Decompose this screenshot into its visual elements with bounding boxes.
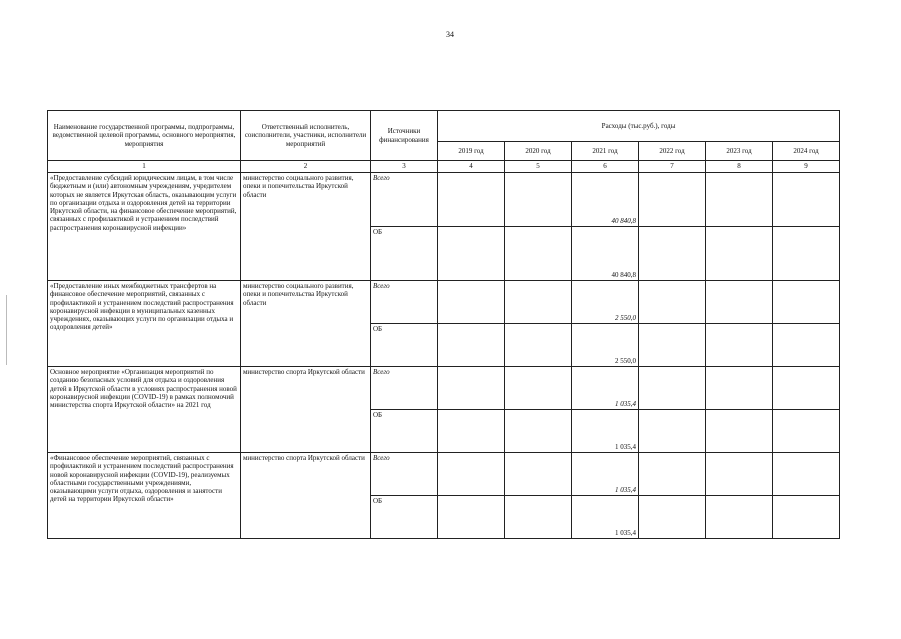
source-total-label: Всего xyxy=(371,173,438,227)
measure-executor: министерство спорта Иркутской области xyxy=(241,453,371,539)
header-executor: Ответственный исполнитель, соисполнители, участники, исполнители мероприятий xyxy=(241,111,371,161)
value-ob-2021: 40 840,8 xyxy=(572,227,639,281)
column-number: 9 xyxy=(773,161,840,173)
header-year: 2024 год xyxy=(773,142,840,161)
measure-name: «Предоставление иных межбюджетных трансфертов на финансовое обеспечение мероприятий, связанных с профилактикой и устранением последствий распространения коронавирусной инфекции в муниципальных казенных учреждениях, оказывающих услуги по организации отдыха и оздоровления детей» xyxy=(48,281,241,367)
value-cell xyxy=(505,496,572,539)
page-number: 34 xyxy=(446,30,454,39)
value-cell xyxy=(438,496,505,539)
value-cell xyxy=(505,410,572,453)
source-total-label: Всего xyxy=(371,453,438,496)
value-cell xyxy=(706,410,773,453)
header-year: 2022 год xyxy=(639,142,706,161)
source-ob-label: ОБ xyxy=(371,496,438,539)
value-total-2021: 1 035,4 xyxy=(572,367,639,410)
measure-name: «Предоставление субсидий юридическим лицам, в том числе бюджетным и (или) автономным учреждениям, учредителем которых не является Иркутская область, оказывающим услуги по организации отдыха и оздоровления детей на территории Иркутской области, на финансовое обеспечение мероприятий, связанных с профилактикой и устранением последствий распространения коронавирусной инфекции» xyxy=(48,173,241,281)
value-cell xyxy=(505,453,572,496)
value-cell xyxy=(773,324,840,367)
value-cell xyxy=(639,281,706,324)
value-cell xyxy=(773,453,840,496)
value-cell xyxy=(706,453,773,496)
header-expenses: Расходы (тыс.руб.), годы xyxy=(438,111,840,142)
value-cell xyxy=(639,410,706,453)
column-number: 8 xyxy=(706,161,773,173)
header-source: Источники финансирования xyxy=(371,111,438,161)
value-cell xyxy=(639,496,706,539)
column-number: 2 xyxy=(241,161,371,173)
value-cell xyxy=(438,281,505,324)
value-cell xyxy=(505,367,572,410)
value-cell xyxy=(639,367,706,410)
table-row xyxy=(48,281,840,324)
column-number: 6 xyxy=(572,161,639,173)
table-row xyxy=(48,367,840,410)
measure-executor: министерство социального развития, опеки и попечительства Иркутской области xyxy=(241,281,371,367)
value-cell xyxy=(706,324,773,367)
value-cell xyxy=(773,410,840,453)
measure-executor: министерство спорта Иркутской области xyxy=(241,367,371,453)
value-cell xyxy=(773,173,840,227)
value-cell xyxy=(773,496,840,539)
value-cell xyxy=(438,324,505,367)
value-cell xyxy=(438,453,505,496)
value-cell xyxy=(773,281,840,324)
budget-table xyxy=(47,110,840,539)
measure-name: «Финансовое обеспечение мероприятий, связанных с профилактикой и устранением последствий распространения новой коронавирусной инфекции (COVID-19), реализуемых областными государственными учреждениями, оказывающими услуги отдыха, оздоровления и занятости детей на территории Иркутской области» xyxy=(48,453,241,539)
value-cell xyxy=(438,367,505,410)
table-row xyxy=(48,453,840,496)
source-total-label: Всего xyxy=(371,281,438,324)
column-number: 7 xyxy=(639,161,706,173)
header-year: 2023 год xyxy=(706,142,773,161)
scan-artifact-line xyxy=(6,295,7,365)
source-total-label: Всего xyxy=(371,367,438,410)
measure-name: Основное мероприятие «Организация мероприятий по созданию безопасных условий для отдыха и оздоровления детей в Иркутской области в условиях распространения новой коронавирусной инфекции (COVID-19) в рамках полномочий министерства спорта Иркутской области» на 2021 год xyxy=(48,367,241,453)
value-cell xyxy=(706,367,773,410)
value-cell xyxy=(505,227,572,281)
header-name: Наименование государственной программы, подпрограммы, ведомственной целевой программы, основного мероприятия, мероприятия xyxy=(48,111,241,161)
value-cell xyxy=(639,227,706,281)
value-cell xyxy=(773,367,840,410)
value-cell xyxy=(438,227,505,281)
value-cell xyxy=(438,410,505,453)
measure-executor: министерство социального развития, опеки и попечительства Иркутской области xyxy=(241,173,371,281)
source-ob-label: ОБ xyxy=(371,410,438,453)
value-total-2021: 40 840,8 xyxy=(572,173,639,227)
value-ob-2021: 2 550,0 xyxy=(572,324,639,367)
value-cell xyxy=(505,324,572,367)
value-cell xyxy=(639,324,706,367)
column-number: 1 xyxy=(48,161,241,173)
value-cell xyxy=(505,281,572,324)
header-year: 2021 год xyxy=(572,142,639,161)
table-row xyxy=(48,173,840,227)
value-cell xyxy=(706,496,773,539)
header-year: 2019 год xyxy=(438,142,505,161)
value-cell xyxy=(639,453,706,496)
value-cell xyxy=(438,173,505,227)
header-year: 2020 год xyxy=(505,142,572,161)
column-number: 5 xyxy=(505,161,572,173)
source-ob-label: ОБ xyxy=(371,227,438,281)
value-total-2021: 2 550,0 xyxy=(572,281,639,324)
value-ob-2021: 1 035,4 xyxy=(572,410,639,453)
value-cell xyxy=(706,281,773,324)
value-cell xyxy=(706,227,773,281)
value-ob-2021: 1 035,4 xyxy=(572,496,639,539)
value-cell xyxy=(773,227,840,281)
source-ob-label: ОБ xyxy=(371,324,438,367)
value-cell xyxy=(706,173,773,227)
value-cell xyxy=(505,173,572,227)
value-cell xyxy=(639,173,706,227)
column-number: 4 xyxy=(438,161,505,173)
column-number: 3 xyxy=(371,161,438,173)
value-total-2021: 1 035,4 xyxy=(572,453,639,496)
